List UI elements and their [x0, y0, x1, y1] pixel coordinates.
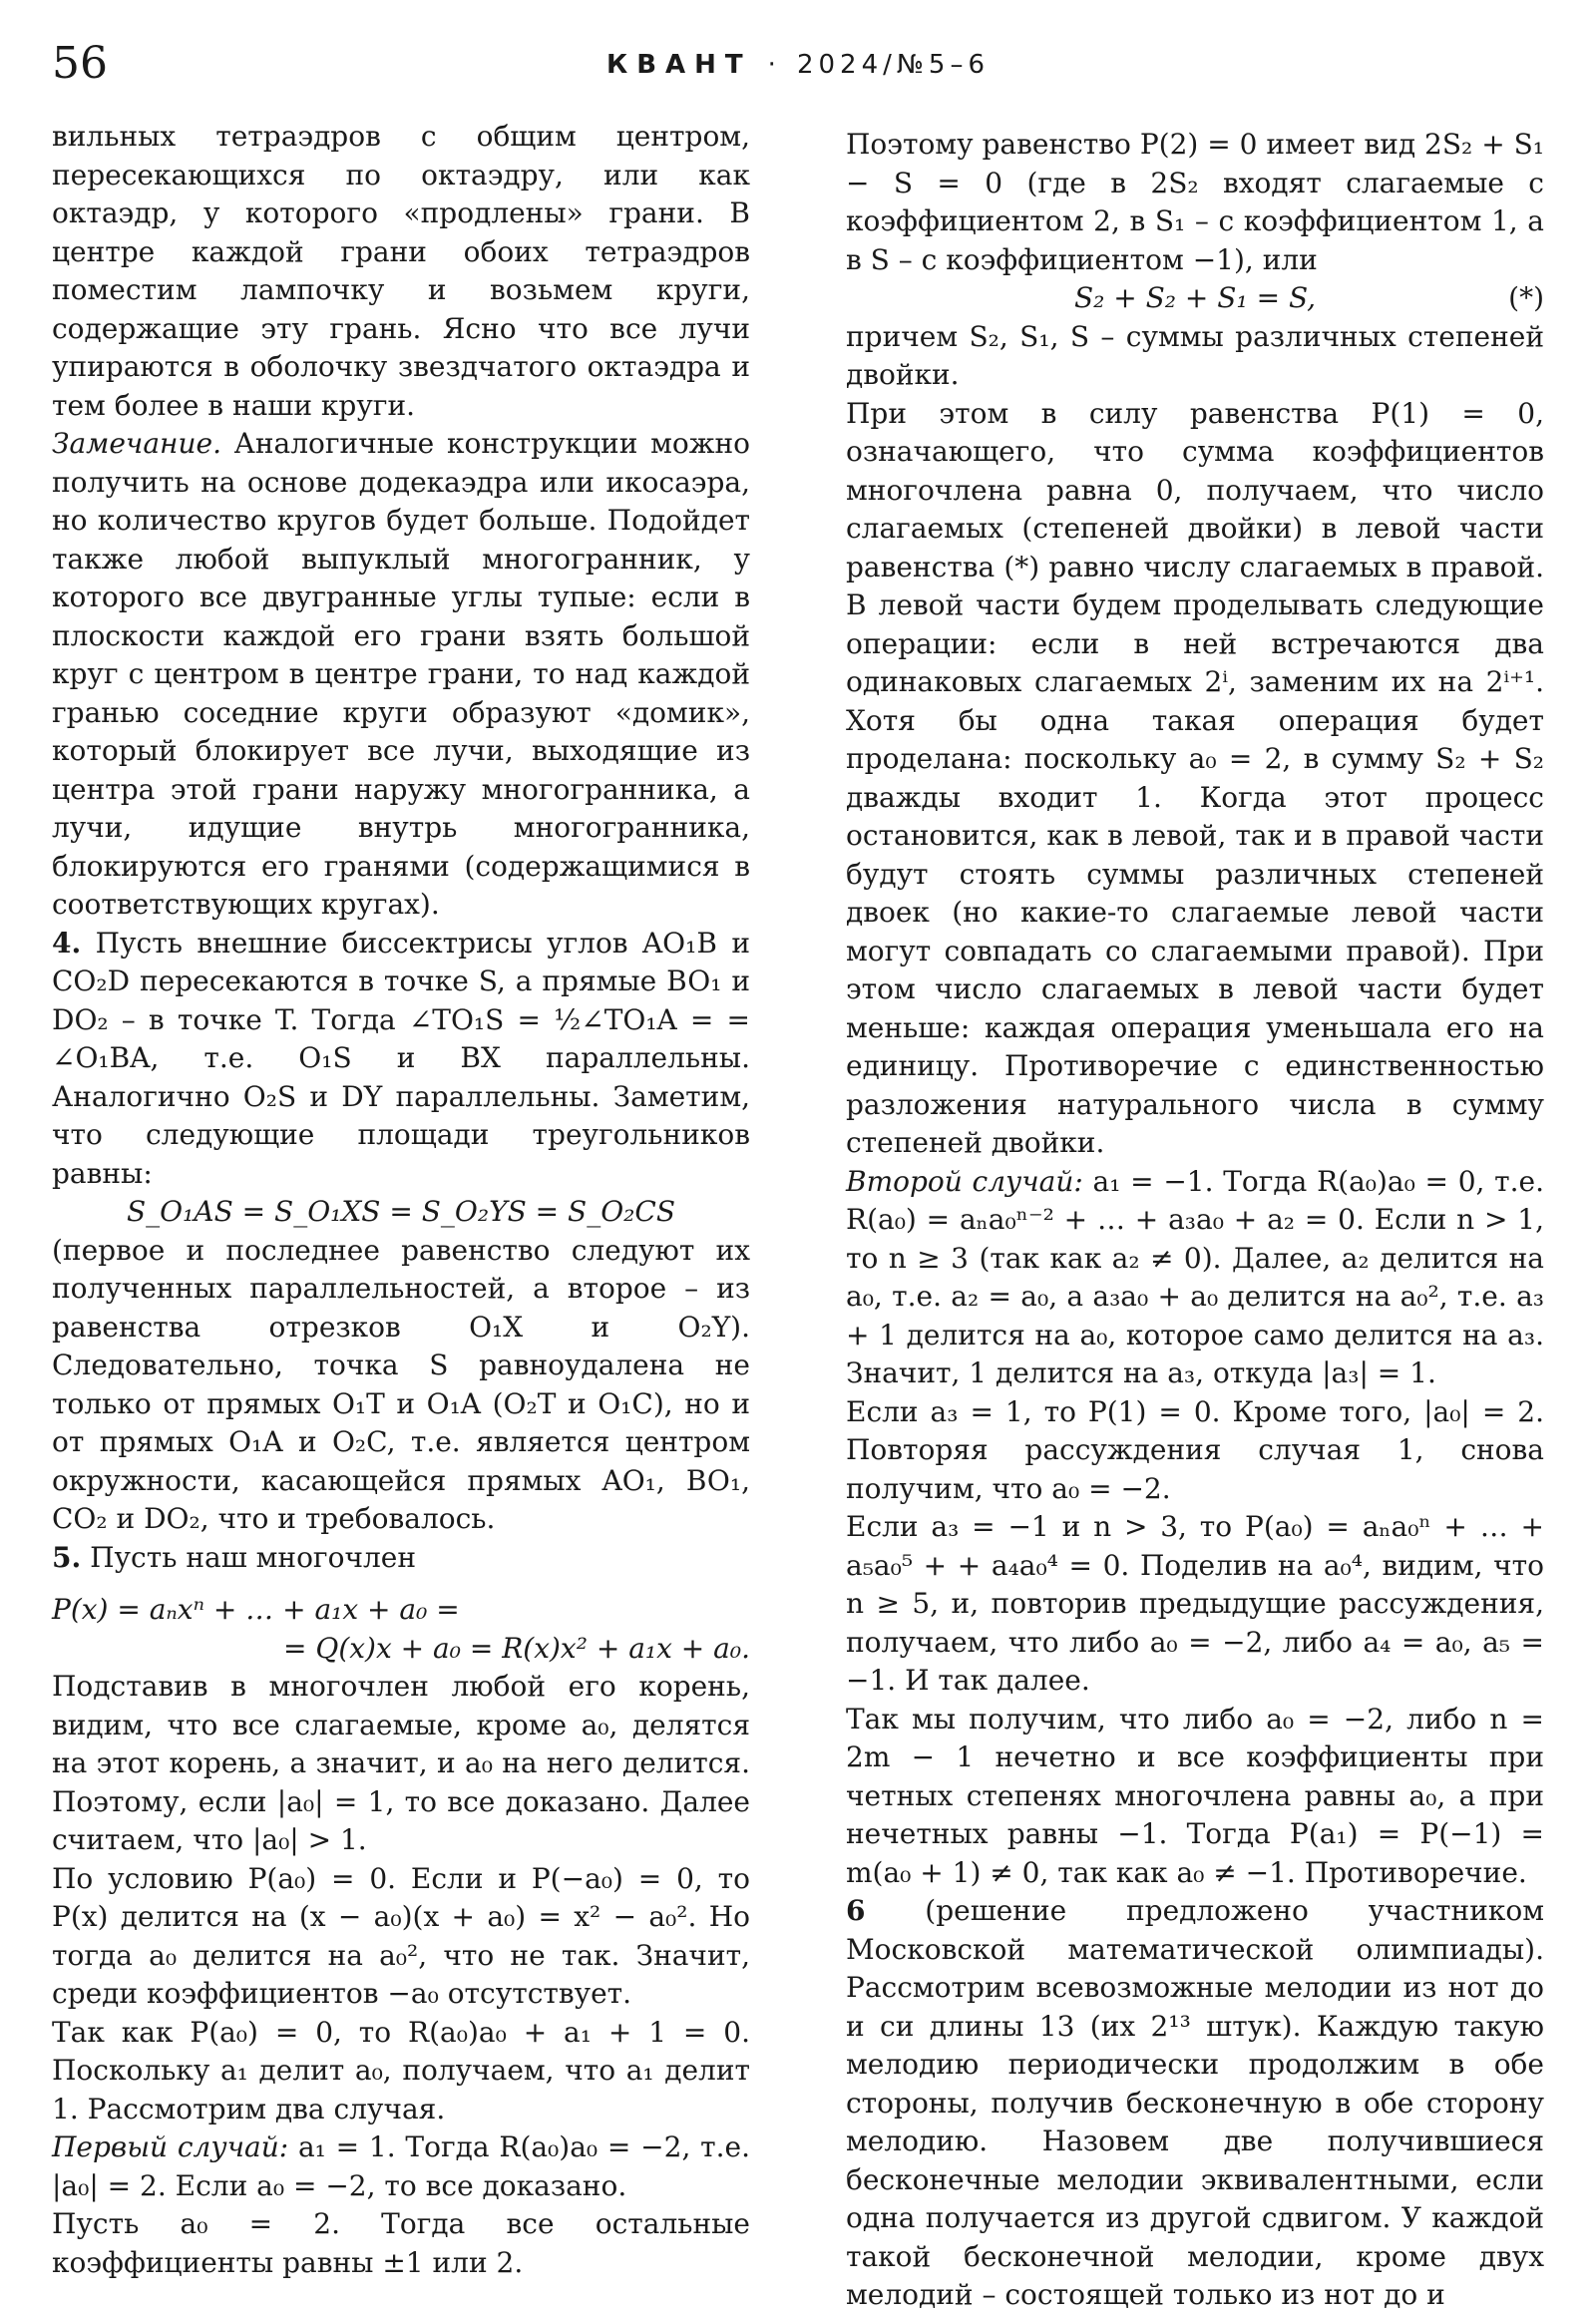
- header-separator: ·: [767, 50, 781, 80]
- problem-text: Пусть внешние биссектрисы углов AO₁B и CO₂D пересекаются в точке S, а прямые BO₁ и DO₂ – в точке T. Тогда ∠TO₁S = ½∠TO₁A = = ∠O₁BA, т.е. O₁S и BX параллельны. Аналогично O₂S и DY параллельны. Заметим, что следующие площади треугольников равны:: [52, 926, 750, 1190]
- case-label: Первый случай:: [52, 2130, 289, 2163]
- equation-polynomial-cont: = Q(x)x + a₀ = R(x)x² + a₁x + a₀.: [283, 1631, 750, 1665]
- equation-star-tag: (*): [1508, 281, 1544, 314]
- journal-title: КВАНТ: [605, 50, 752, 80]
- paragraph: При этом в силу равенства P(1) = 0, означающего, что сумма коэффициентов многочлена равна 0, получаем, что число слагаемых (степеней двойки) в левой части равенства (*) равно числу слагаемых в правой. В левой части будем проделывать следующие операции: если в ней встречаются два одинаковых слагаемых 2ⁱ, заменим их на 2ⁱ⁺¹. Хотя бы одна такая операция будет проделана: поскольку a₀ = 2, в сумму S₂ + S₂ дважды входит 1. Когда этот процесс остановится, как в левой, так и в правой части будут стоять суммы различных степеней двоек (но какие-то слагаемые левой части могут совпадать со слагаемыми правой). При этом число слагаемых в левой части будет меньше: каждая операция уменьшала его на единицу. Противоречие с единственностью разложения натурального числа в сумму степеней двойки.: [846, 396, 1544, 1159]
- left-column: [52, 118, 750, 2282]
- problem-number: 4.: [52, 926, 82, 960]
- paragraph: Так мы получим, что либо a₀ = −2, либо n = 2m − 1 нечетно и все коэффициенты при четных степенях многочлена равны a₀, а при нечетных равны −1. Тогда P(a₁) = P(−1) = m(a₀ + 1) ≠ 0, так как a₀ ≠ −1. Противоречие.: [846, 1702, 1544, 1889]
- paragraph: По условию P(a₀) = 0. Если и P(−a₀) = 0, то P(x) делится на (x − a₀)(x + a₀) = x² − a₀². Но тогда a₀ делится на a₀², что не так. Значит, среди коэффициентов −a₀ отсутствует.: [52, 1861, 750, 2010]
- equation-star: [846, 279, 1544, 318]
- right-column: [846, 126, 1544, 2315]
- problem-5-paragraph: [52, 1539, 750, 1578]
- paragraph: Пусть a₀ = 2. Тогда все остальные коэффициенты равны ±1 или 2.: [52, 2207, 750, 2279]
- issue-label: 2024/№5–6: [796, 50, 990, 80]
- paragraph: Если a₃ = −1 и n > 3, то P(a₀) = aₙa₀ⁿ + … + a₅a₀⁵ + + a₄a₀⁴ = 0. Поделив на a₀⁴, видим, что n ≥ 5, и, повторив предыдущие рассуждения, получаем, что либо a₀ = −2, либо a₄ = a₀, a₅ = −1. И так далее.: [846, 1510, 1544, 1697]
- remark-text: Аналогичные конструкции можно получить на основе додекаэдра или икосаэра, но количество кругов будет больше. Подойдет также любой выпуклый многогранник, у которого все двугранные углы тупые: если в плоскости каждой его грани взять большой круг с центром в центре грани, то над каждой гранью соседние круги образуют «домик», который блокирует все лучи, выходящие из центра этой грани наружу многогранника, а лучи, идущие внутрь многогранника, блокируются его гранями (содержащимися в соответствующих кругах).: [52, 427, 750, 921]
- paragraph: Если a₃ = 1, то P(1) = 0. Кроме того, |a₀| = 2. Повторяя рассуждения случая 1, снова получим, что a₀ = −2.: [846, 1394, 1544, 1505]
- paragraph: (первое и последнее равенство следуют их полученных параллельностей, а второе – из равенства отрезков O₁X и O₂Y). Следовательно, точка S равноудалена не только от прямых O₁T и O₁A (O₂T и O₁C), но и от прямых O₁A и O₂C, т.е. является центром окружности, касающейся прямых AO₁, BO₁, CO₂ и DO₂, что и требовалось.: [52, 1233, 750, 1535]
- problem-4-paragraph: [52, 925, 750, 1194]
- paragraph: вильных тетраэдров с общим центром, пересекающихся по октаэдру, или как октаэдр, у которого «продлены» грани. В центре каждой грани обоих тетраэдров поместим лампочку и возьмем круги, содержащие эту грань. Ясно что все лучи упираются в оболочку звездчатого октаэдра и тем более в наши круги.: [52, 120, 750, 422]
- problem-number: 6: [846, 1894, 866, 1927]
- case-label: Второй случай:: [846, 1164, 1083, 1198]
- equation-star-body: S₂ + S₂ + S₁ = S,: [1073, 281, 1317, 314]
- case-2-paragraph: [846, 1163, 1544, 1393]
- problem-text: Пусть наш многочлен: [81, 1540, 416, 1574]
- journal-header: [0, 50, 1596, 80]
- case-1-paragraph: [52, 2128, 750, 2205]
- case-text: a₁ = 1. Тогда R(a₀)a₀ = −2, т.е. |a₀| = 2. Если a₀ = −2, то все доказано.: [52, 2130, 750, 2202]
- problem-number: 5.: [52, 1540, 82, 1574]
- problem-text: (решение предложено участником Московской математической олимпиады). Рассмотрим всевозможные мелодии из нот до и си длины 13 (их 2¹³ штук). Каждую такую мелодию периодически продолжим в обе стороны, получив бесконечную в обе сторону мелодию. Назовем две получившиеся бесконечные мелодии эквивалентными, если одна получается из другой сдвигом. У каждой такой бесконечной мелодии, кроме двух мелодий – состоящей только из нот до и: [846, 1894, 1544, 2311]
- page-number: 56: [52, 38, 108, 89]
- equation-polynomial: P(x) = aₙxⁿ + … + a₁x + a₀ =: [52, 1593, 460, 1626]
- paragraph: Так как P(a₀) = 0, то R(a₀)a₀ + a₁ + 1 = 0. Поскольку a₁ делит a₀, получаем, что a₁ делит 1. Рассмотрим два случая.: [52, 2015, 750, 2125]
- equation-areas: S_O₁AS = S_O₁XS = S_O₂YS = S_O₂CS: [126, 1195, 676, 1228]
- paragraph: Подставив в многочлен любой его корень, видим, что все слагаемые, кроме a₀, делятся на этот корень, а значит, и a₀ на него делится. Поэтому, если |a₀| = 1, то все доказано. Далее считаем, что |a₀| > 1.: [52, 1670, 750, 1856]
- problem-6-paragraph: [846, 1892, 1544, 2315]
- paragraph: причем S₂, S₁, S – суммы различных степеней двойки.: [846, 319, 1544, 391]
- remark-paragraph: [52, 425, 750, 925]
- case-text: a₁ = −1. Тогда R(a₀)a₀ = 0, т.е. R(a₀) = aₙa₀ⁿ⁻² + … + a₃a₀ + a₂ = 0. Если n > 1, то n ≥ 3 (так как a₂ ≠ 0). Далее, a₂ делится на a₀, т.е. a₂ = a₀, а a₃a₀ + a₀ делится на a₀², т.е. a₃ + 1 делится на a₀, которое само делится на a₃. Значит, 1 делится на a₃, откуда |a₃| = 1.: [846, 1164, 1544, 1389]
- paragraph: Поэтому равенство P(2) = 0 имеет вид 2S₂ + S₁ − S = 0 (где в 2S₂ входят слагаемые с коэффициентом 2, в S₁ – с коэффициентом 1, а в S – с коэффициентом −1), или: [846, 128, 1544, 276]
- remark-label: Замечание.: [52, 427, 221, 460]
